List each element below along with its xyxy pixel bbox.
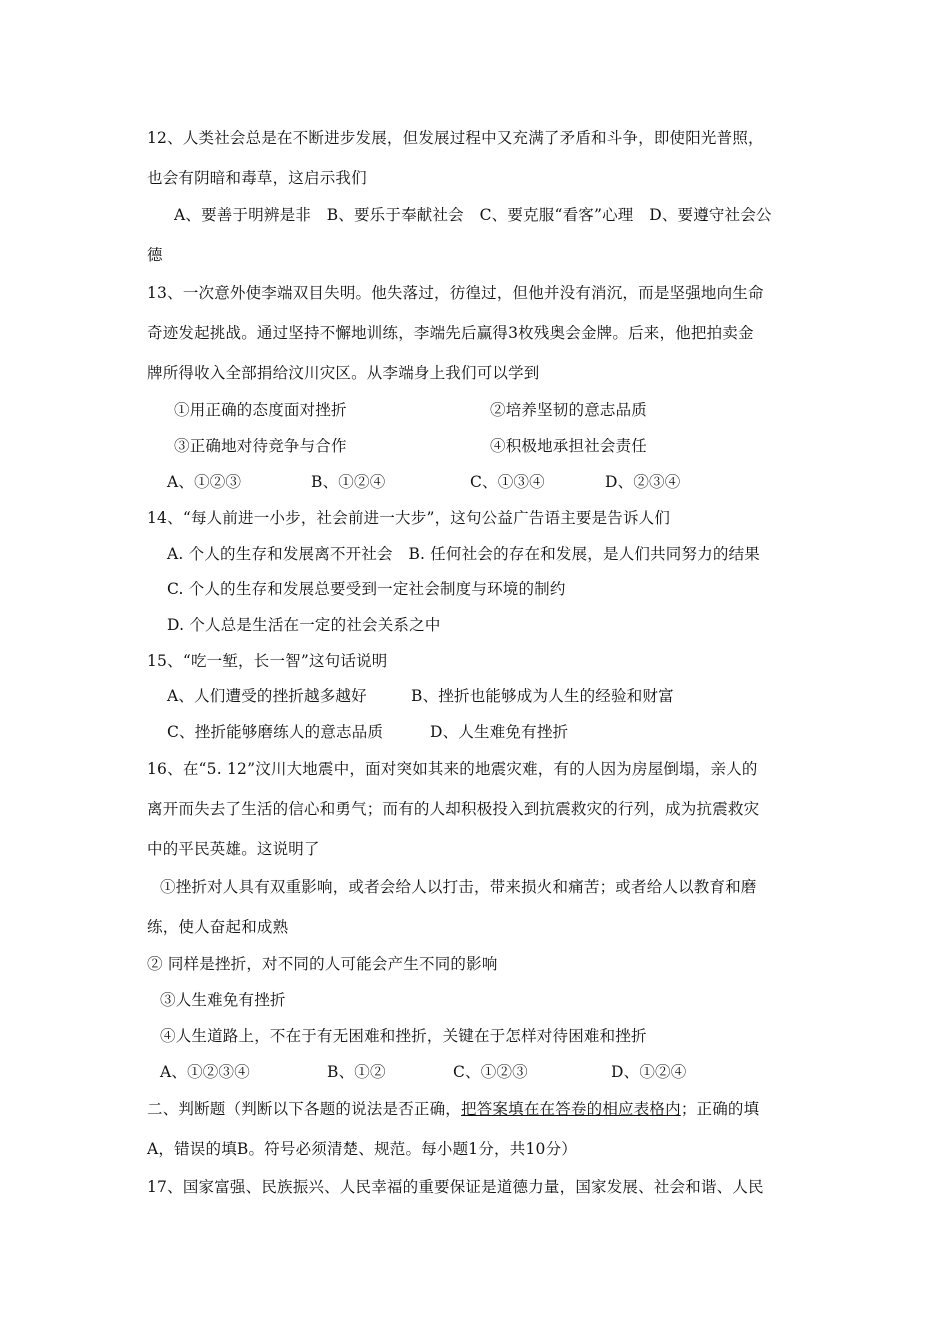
question-13-statement-4: ④积极地承担社会责任	[490, 437, 648, 455]
section-2-intro: 二、判断题（判断以下各题的说法是否正确，	[147, 1100, 462, 1118]
question-15-option-b: B、挫折也能够成为人生的经验和财富	[411, 687, 674, 705]
question-16-line-1: 16、在“5. 12”汶川大地震中，面对突如其来的地震灾难，有的人因为房屋倒塌，亲人的	[147, 760, 758, 778]
section-2-underlined-instruction: 把答案填在在答卷的相应表格内	[461, 1100, 681, 1118]
question-13-statement-1: ①用正确的态度面对挫折	[174, 401, 347, 419]
question-12-line-2: 也会有阴暗和毒草，这启示我们	[147, 169, 367, 187]
question-16-option-d: D、①②④	[611, 1063, 687, 1081]
question-14-options-ab: A. 个人的生存和发展离不开社会 B. 任何社会的存在和发展，是人们共同努力的结果	[167, 545, 760, 563]
question-16-statement-4: ④人生道路上，不在于有无困难和挫折，关键在于怎样对待困难和挫折	[160, 1027, 647, 1045]
section-2-heading-line-2: A，错误的填B。符号必须清楚、规范。每小题1分，共10分）	[147, 1140, 577, 1158]
question-15-option-d: D、人生难免有挫折	[430, 723, 569, 741]
question-13-line-1: 13、一次意外使李端双目失明。他失落过，彷徨过，但他并没有消沉，而是坚强地向生命	[147, 284, 764, 302]
question-13-line-3: 牌所得收入全部捐给汶川灾区。从李端身上我们可以学到	[147, 364, 540, 382]
question-12-line-1: 12、人类社会总是在不断进步发展，但发展过程中又充满了矛盾和斗争，即使阳光普照，	[147, 129, 764, 147]
question-13-statement-2: ②培养坚韧的意志品质	[490, 401, 648, 419]
question-14-line-1: 14、“每人前进一小步，社会前进一大步”，这句公益广告语主要是告诉人们	[147, 509, 671, 527]
question-12-options: A、要善于明辨是非 B、要乐于奉献社会 C、要克服“看客”心理 D、要遵守社会公	[174, 206, 772, 224]
question-13-option-c: C、①③④	[470, 473, 545, 491]
question-16-line-2: 离开而失去了生活的信心和勇气；而有的人却积极投入到抗震救灾的行列，成为抗震救灾	[147, 800, 760, 818]
question-13-option-b: B、①②④	[311, 473, 386, 491]
question-14-option-d: D. 个人总是生活在一定的社会关系之中	[167, 616, 441, 634]
question-13-option-d: D、②③④	[605, 473, 681, 491]
question-16-statement-3: ③人生难免有挫折	[160, 991, 286, 1009]
question-16-statement-1b: 练，使人奋起和成熟	[147, 918, 289, 936]
question-16-option-c: C、①②③	[453, 1063, 528, 1081]
question-16-line-3: 中的平民英雄。这说明了	[147, 840, 320, 858]
question-16-option-a: A、①②③④	[160, 1063, 250, 1081]
question-15-line-1: 15、“吃一堑，长一智”这句话说明	[147, 652, 388, 670]
question-13-line-2: 奇迹发起挑战。通过坚持不懈地训练，李端先后赢得3枚残奥会金牌。后来，他把拍卖金	[147, 324, 754, 342]
section-2-heading-line-1	[147, 1099, 759, 1119]
question-12-options-cont: 德	[147, 246, 163, 264]
question-13-option-a: A、①②③	[167, 473, 242, 491]
question-15-option-a: A、人们遭受的挫折越多越好	[167, 687, 367, 705]
question-14-option-c: C. 个人的生存和发展总要受到一定社会制度与环境的制约	[167, 580, 566, 598]
question-17-line-1: 17、国家富强、民族振兴、人民幸福的重要保证是道德力量，国家发展、社会和谐、人民	[147, 1178, 764, 1196]
question-13-statement-3: ③正确地对待竞争与合作	[174, 437, 347, 455]
question-16-option-b: B、①②	[327, 1063, 386, 1081]
question-16-statement-1a: ①挫折对人具有双重影响，或者会给人以打击，带来损火和痛苦；或者给人以教育和磨	[160, 878, 757, 896]
section-2-intro-end: ；正确的填	[680, 1100, 760, 1118]
question-15-option-c: C、挫折能够磨练人的意志品质	[167, 723, 384, 741]
question-16-statement-2: ② 同样是挫折，对不同的人可能会产生不同的影响	[147, 955, 498, 973]
